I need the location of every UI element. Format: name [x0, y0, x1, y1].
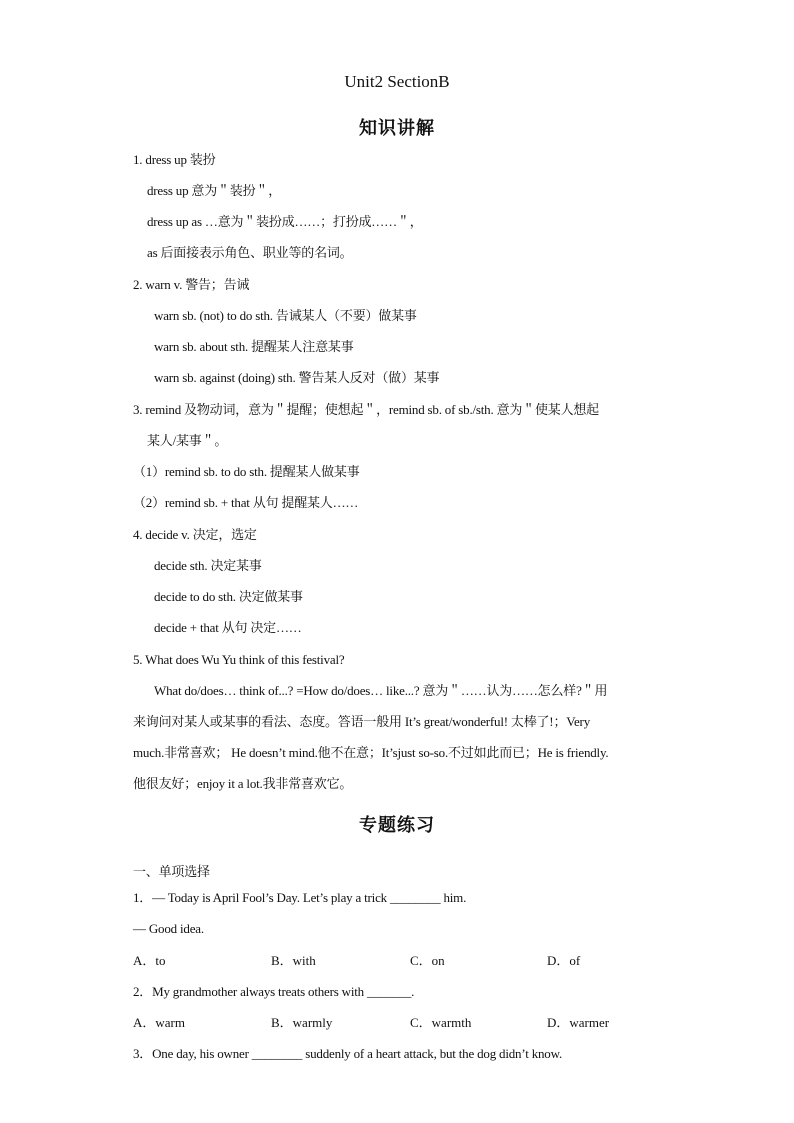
knowledge-line: dress up as …意为＂装扮成……；打扮成……＂，	[147, 214, 423, 229]
knowledge-line: as 后面接表示角色、职业等的名词。	[147, 245, 353, 260]
question-stem: 3．One day, his owner ________ suddenly of a heart attack, but the dog didn’t know.	[133, 1046, 563, 1061]
knowledge-line: dress up 意为＂装扮＂，	[147, 183, 282, 198]
knowledge-line: 1. dress up 装扮	[133, 152, 216, 167]
question-reply: — Good idea.	[133, 921, 204, 936]
knowledge-line: 5. What does Wu Yu think of this festival?	[133, 652, 345, 667]
knowledge-line: （2）remind sb. + that 从句 提醒某人……	[133, 495, 359, 510]
option-d: D．warmer	[547, 1015, 610, 1030]
option-d: D．of	[547, 953, 581, 968]
knowledge-line: decide sth. 决定某事	[154, 558, 262, 573]
knowledge-line: decide + that 从句 决定……	[154, 620, 302, 635]
knowledge-line: warn sb. against (doing) sth. 警告某人反对（做）某事	[154, 370, 440, 385]
question-stem: 2．My grandmother always treats others with _______.	[133, 984, 415, 999]
knowledge-line: warn sb. about sth. 提醒某人注意某事	[154, 339, 354, 354]
knowledge-line: 他很友好；enjoy it a lot.我非常喜欢它。	[133, 776, 353, 791]
page-title: Unit2 SectionB	[344, 72, 450, 91]
knowledge-line: 某人/某事＂。	[147, 433, 228, 448]
knowledge-line: （1）remind sb. to do sth. 提醒某人做某事	[133, 464, 360, 479]
knowledge-line: much.非常喜欢； He doesn’t mind.他不在意；It’sjust so-so.不过如此而已；He is friendly.	[133, 745, 609, 760]
knowledge-line: warn sb. (not) to do sth. 告诫某人（不要）做某事	[154, 308, 417, 323]
section-heading-practice: 专题练习	[359, 815, 435, 836]
knowledge-line: 3. remind 及物动词，意为＂提醒；使想起＂，remind sb. of sb./sth. 意为＂使某人想起	[133, 402, 599, 417]
knowledge-line: 来询问对某人或某事的看法、态度。答语一般用 It’s great/wonderful! 太棒了!；Very	[133, 714, 590, 729]
section-heading-knowledge: 知识讲解	[359, 118, 435, 139]
option-c: C．on	[410, 953, 445, 968]
question-stem: 1．— Today is April Fool’s Day. Let’s play a trick ________ him.	[133, 890, 467, 905]
knowledge-line: What do/does… think of...? =How do/does… like...? 意为＂……认为……怎么样?＂用	[154, 683, 608, 698]
option-c: C．warmth	[410, 1015, 472, 1030]
part-label: 一、单项选择	[133, 864, 210, 879]
option-b: B．with	[271, 953, 316, 968]
option-a: A．to	[133, 953, 166, 968]
option-a: A．warm	[133, 1015, 185, 1030]
knowledge-line: 2. warn v. 警告；告诫	[133, 277, 250, 292]
knowledge-line: 4. decide v. 决定，选定	[133, 527, 257, 542]
option-b: B．warmly	[271, 1015, 333, 1030]
knowledge-line: decide to do sth. 决定做某事	[154, 589, 303, 604]
